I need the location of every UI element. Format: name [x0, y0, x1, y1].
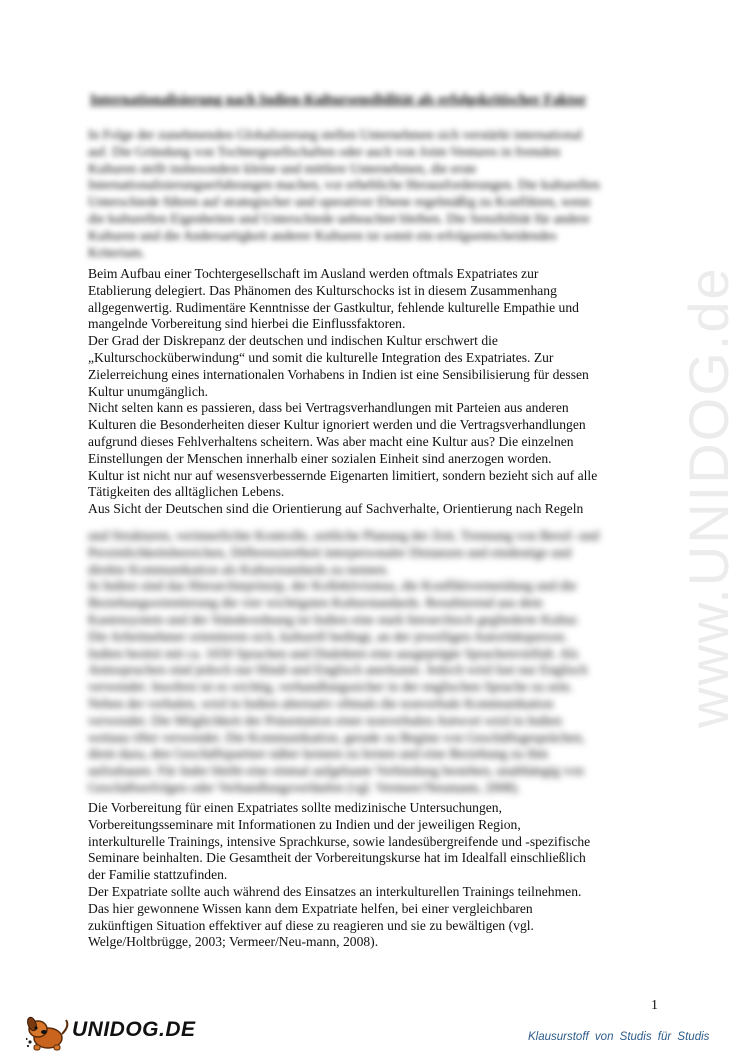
blurred-line: direkte Kommunikation als Kulturstandards zu nennen. [88, 561, 390, 577]
body-section-blurred [88, 528, 673, 797]
intro-line: auf. Die Gründung von Tochtergesellschaften oder auch von Joint-Ventures in fremden [88, 143, 561, 159]
intro-line: die kulturellen Eigenheiten und Unterschiede unbeachtet bleiben. Die Sensibilität für andere [88, 210, 590, 226]
intro-line: Kriterium. [88, 244, 146, 260]
body-1-line: aufgrund dieses Fehlverhaltens scheitern. Was aber macht eine Kultur aus? Die einzelnen [88, 433, 574, 449]
blurred-line: verwendet. Die Möglichkeit der Präsentation einer nonverbalen Antwort wird in Indien [88, 712, 562, 728]
body-2-line: Das hier gewonnene Wissen kann dem Expatriate helfen, bei einer vergleichbaren [88, 900, 533, 916]
blurred-line: Neben der verbalen, wird in Indien alternativ oftmals die nonverbale Kommunikation [88, 695, 554, 711]
body-2-line: zukünftigen Situation effektiver auf diese zu reagieren und sie zu bewältigen (vgl. [88, 917, 534, 933]
body-1-line: Beim Aufbau einer Tochtergesellschaft im Ausland werden oftmals Expatriates zur [88, 266, 539, 281]
blurred-line: und Strukturen, verinnerlichte Kontrolle, zeitliche Planung der Zeit, Trennung von Beruf- und [88, 528, 600, 543]
footer-logo-text: UNIDOG.DE [72, 1018, 196, 1041]
body-1-line: „Kulturschocküberwindung“ und somit die kulturelle Integration des Expatriates. Zur [88, 349, 554, 365]
body-1-line: Tätigkeiten des alltäglichen Lebens. [88, 484, 285, 500]
blurred-line: verwendet. Insofern ist es wichtig, verhandlungssicher in der englischen Sprache zu sein. [88, 679, 573, 695]
footer-tagline: Klausurstoff von Studis für Studis [528, 1031, 710, 1043]
body-section-2 [88, 800, 673, 951]
blurred-line: Indien besitzt mit ca. 1650 Sprachen und Dialekten eine ausgeprägte Sprachenvielfalt. Als [88, 645, 579, 661]
body-1-line: Einstellungen der Menschen innerhalb einer sozialen Einheit sind anerzogen worden. [88, 450, 552, 466]
blurred-line: In Indien sind das Hierarchieprinzip, der Kollektivismus, die Konfliktvermeidung und die [88, 578, 577, 594]
intro-line: Kulturen und die Andersartigkeit anderer Kulturen ist somit ein erfolgsentscheidendes [88, 227, 557, 243]
blurred-line: dient dazu, den Geschäftspartner näher kennen zu lernen und eine Beziehung zu ihm [88, 746, 549, 762]
body-2-line: Welge/Holtbrügge, 2003; Vermeer/Neu-mann, 2008). [88, 934, 379, 950]
body-2-line: Der Expatriate sollte auch während des Einsatzes an interkulturellen Trainings teilnehmen. [88, 883, 582, 899]
intro-line: Kulturen stellt insbesondere kleine und mittlere Unternehmen, die erste [88, 160, 477, 176]
page-number: 1 [651, 998, 658, 1013]
body-1-line: allgegenwertig. Rudimentäre Kenntnisse der Gastkultur, fehlende kulturelle Empathie und [88, 299, 579, 315]
dog-mascot-icon [26, 1012, 72, 1052]
blurred-line: Beziehungsorientierung die vier wichtigsten Kulturstandards. Resultierend aus dem [88, 595, 543, 611]
body-section-1 [88, 266, 673, 518]
body-2-line: der Familie stattzufinden. [88, 867, 228, 883]
blurred-line: Persönlichkeitsbereichen, Differenziertheit interpersonaler Distanzen und eindeutige und [88, 544, 572, 560]
document-title: Internationalisierung nach Indien-Kultursensibilität als erfolgskritischer Faktor [90, 92, 587, 108]
body-2-line: Vorbereitungsseminare mit Informationen zu Indien und der jeweiligen Region, [88, 816, 521, 832]
footer-logo[interactable] [26, 1012, 196, 1052]
blurred-line: Amtssprachen sind jedoch nur Hindi und Englisch anerkannt. Jedoch wird fast nur Englisch [88, 662, 588, 678]
body-1-line: Nicht selten kann es passieren, dass bei Vertragsverhandlungen mit Parteien aus anderen [88, 400, 569, 416]
body-2-line: Seminare beinhalten. Die Gesamtheit der Vorbereitungskurse hat im Idealfall einschließlich [88, 850, 586, 866]
blurred-line: Die Arbeitnehmer orientieren sich, kulturell bedingt, an der jeweiligen Autoritätsperson. [88, 628, 568, 644]
body-1-line: Etablierung delegiert. Das Phänomen des Kulturschocks ist in diesem Zusammenhang [88, 282, 557, 298]
blurred-line: Kastensystem und der Ständeordnung ist Indien eine stark hierarchisch gegliederte Kultur. [88, 611, 580, 627]
intro-paragraph-blurred [88, 127, 673, 261]
body-1-line: Aus Sicht der Deutschen sind die Orientierung auf Sachverhalte, Orientierung nach Regeln [88, 501, 584, 517]
body-2-line: interkulturelle Trainings, intensive Sprachkurse, sowie landesübergreifende und -spezifische [88, 833, 591, 849]
watermark: www.UNIDOG.de [677, 266, 740, 728]
blurred-line: aufzubauen. Für Inder bleibt eine einmal aufgebaute Verbindung bestehen, unabhängig von [88, 763, 584, 779]
blurred-line: weitaus öfter verwendet. Die Kommunikation, gerade zu Beginn von Geschäftsgesprächen, [88, 729, 585, 745]
body-2-line: Die Vorbereitung für einen Expatriates sollte medizinische Untersuchungen, [88, 800, 502, 815]
intro-line: In Folge der zunehmenden Globalisierung stellen Unternehmen sich verstärkt international [88, 127, 583, 142]
intro-line: Unterschiede führen auf strategischer und operativer Ebene regelmäßig zu Konflikten, wenn [88, 194, 591, 210]
body-1-line: Kultur ist nicht nur auf wesensverbessernde Eigenarten limitiert, sondern bezieht sich auf alle [88, 467, 598, 483]
body-1-line: Kultur unumgänglich. [88, 383, 209, 399]
body-1-line: mangelnde Vorbereitung sind hierbei die Einflussfaktoren. [88, 316, 406, 332]
blurred-line: Geschäftserfolgen oder Verhandlungsverläufen (vgl. Vermeer/Neumann, 2008). [88, 779, 521, 795]
intro-line: Internationalisierungserfahrungen machen, vor erhebliche Herausforderungen. Die kulturellen [88, 177, 600, 193]
body-1-line: Zielerreichung eines internationalen Vorhabens in Indien ist eine Sensibilisierung für dessen [88, 366, 589, 382]
body-1-line: Kulturen die Besonderheiten dieser Kultur ignoriert werden und die Vertragsverhandlungen [88, 417, 586, 433]
body-1-line: Der Grad der Diskrepanz der deutschen und indischen Kultur erschwert die [88, 333, 498, 349]
